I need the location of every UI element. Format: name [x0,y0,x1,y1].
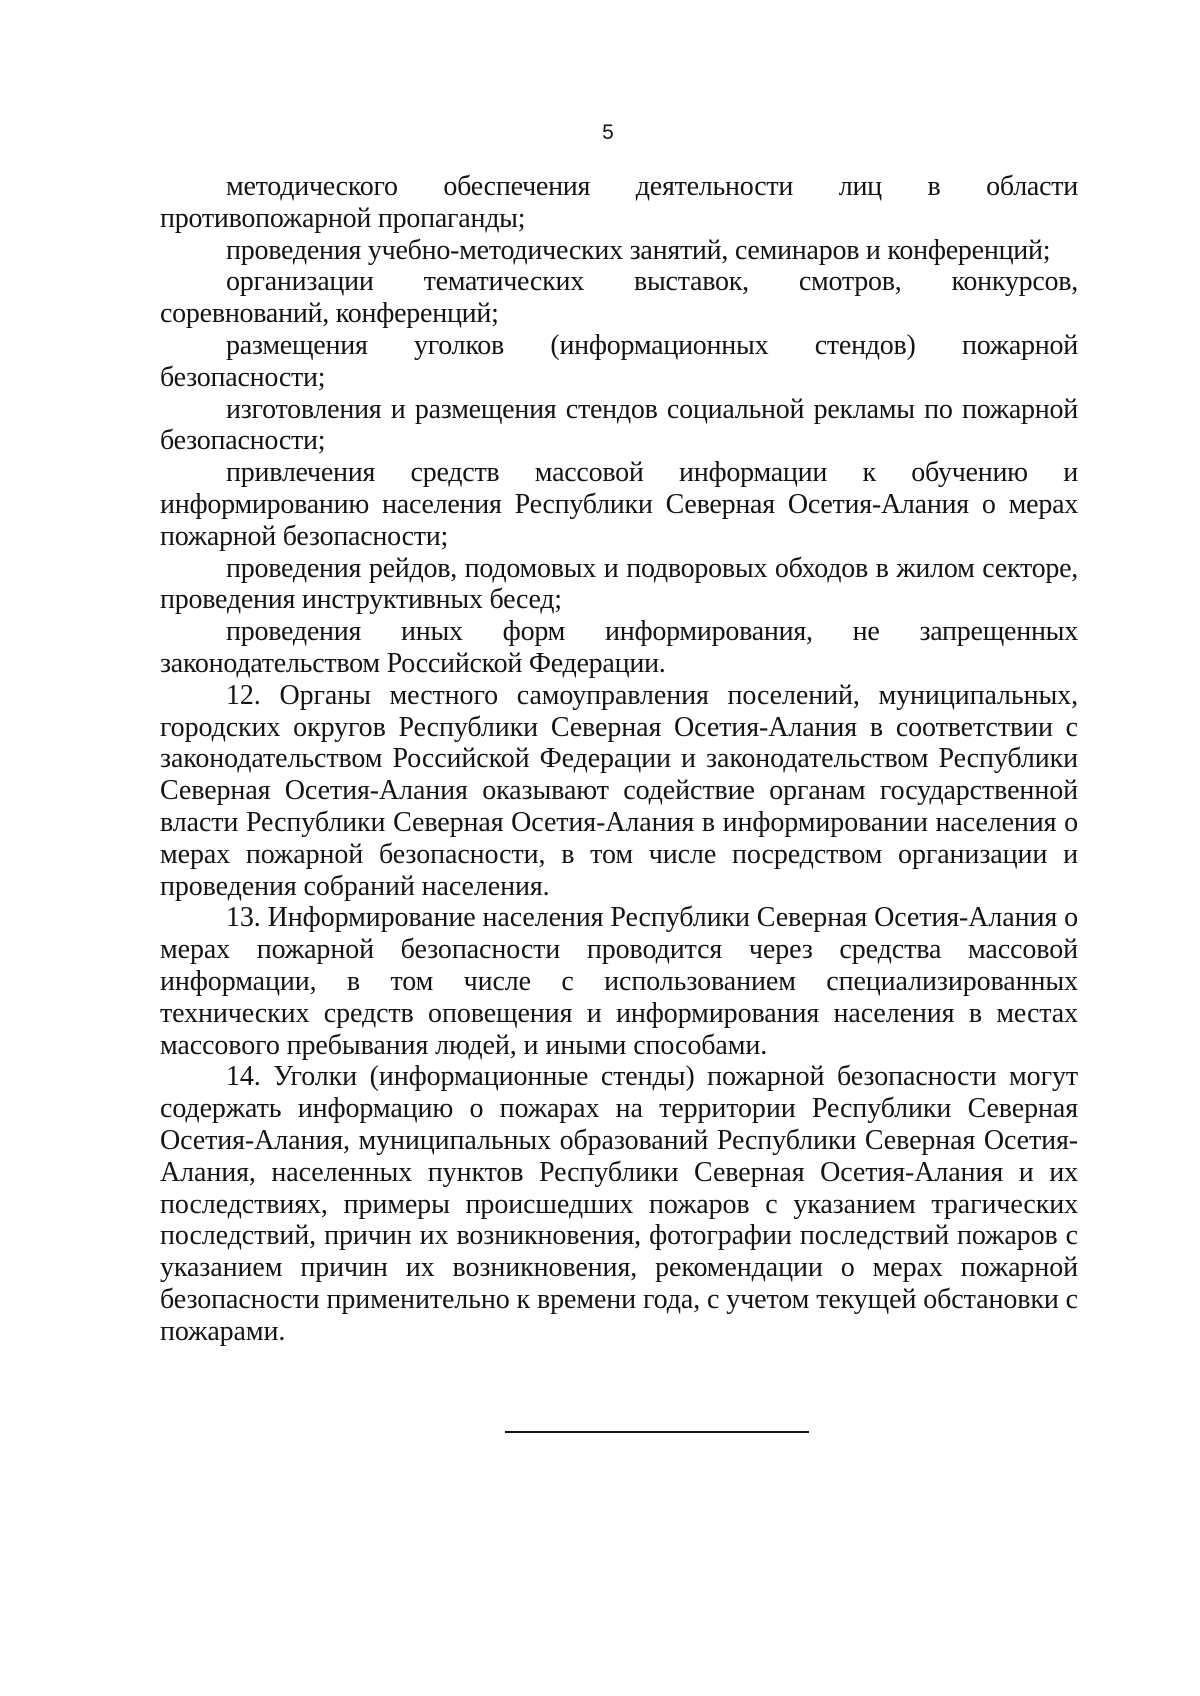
list-item-seminars: проведения учебно-методических занятий, семинаров и конференций; [226,234,1051,266]
page-number: 5 [602,121,614,144]
list-item-mass-media: привлечения средств массовой информации к обучению и информированию населения Республики Северная Осетия-Алания о мерах пожарной безопасности; [160,457,1078,552]
paragraph-13: 13. Информирование населения Республики Северная Осетия-Алания о мерах пожарной безопасности проводится через средства массовой информации, в том числе с использованием специализированных технических средств оповещения и информирования населения в местах массового пребывания людей, и иными способами. [160,902,1078,1061]
paragraph-12: 12. Органы местного самоуправления поселений, муниципальных, городских округов Республики Северная Осетия-Алания в соответствии с законодательством Российской Федерации и законодательством Республики Северная Осетия-Алания оказывают содействие органам государственной власти Республики Северная Осетия-Алания в информировании населения о мерах пожарной безопасности, в том числе посредством организации и проведения собраний населения. [160,679,1078,902]
list-item-raids: проведения рейдов, подомовых и подворовых обходов в жилом секторе, проведения инструктивных бесед; [160,552,1078,616]
list-item-social-advertising: изготовления и размещения стендов социальной рекламы по пожарной безопасности; [160,393,1078,457]
document-body [160,171,1078,1347]
paragraph-14: 14. Уголки (информационные стенды) пожарной безопасности могут содержать информацию о пожарах на территории Республики Северная Осетия-Алания, муниципальных образований Республики Северная Осетия-Алания, населенных пунктов Республики Северная Осетия-Алания и их последствиях, примеры происшедших пожаров с указанием трагических последствий, причин их возникновения, фотографии последствий пожаров с указанием причин их возникновения, рекомендации о мерах пожарной безопасности применительно к времени года, с учетом текущей обстановки с пожарами. [160,1061,1078,1347]
list-item-info-stands: размещения уголков (информационных стендов) пожарной безопасности; [160,329,1078,393]
list-item-exhibitions: организации тематических выставок, смотров, конкурсов, соревнований, конференций; [160,266,1078,330]
list-item-other-forms: проведения иных форм информирования, не запрещенных законодательством Российской Федерации. [160,616,1078,679]
list-item-methodical-support: методического обеспечения деятельности лиц в области противопожарной пропаганды; [160,171,1078,234]
end-of-document-rule [505,1431,809,1433]
